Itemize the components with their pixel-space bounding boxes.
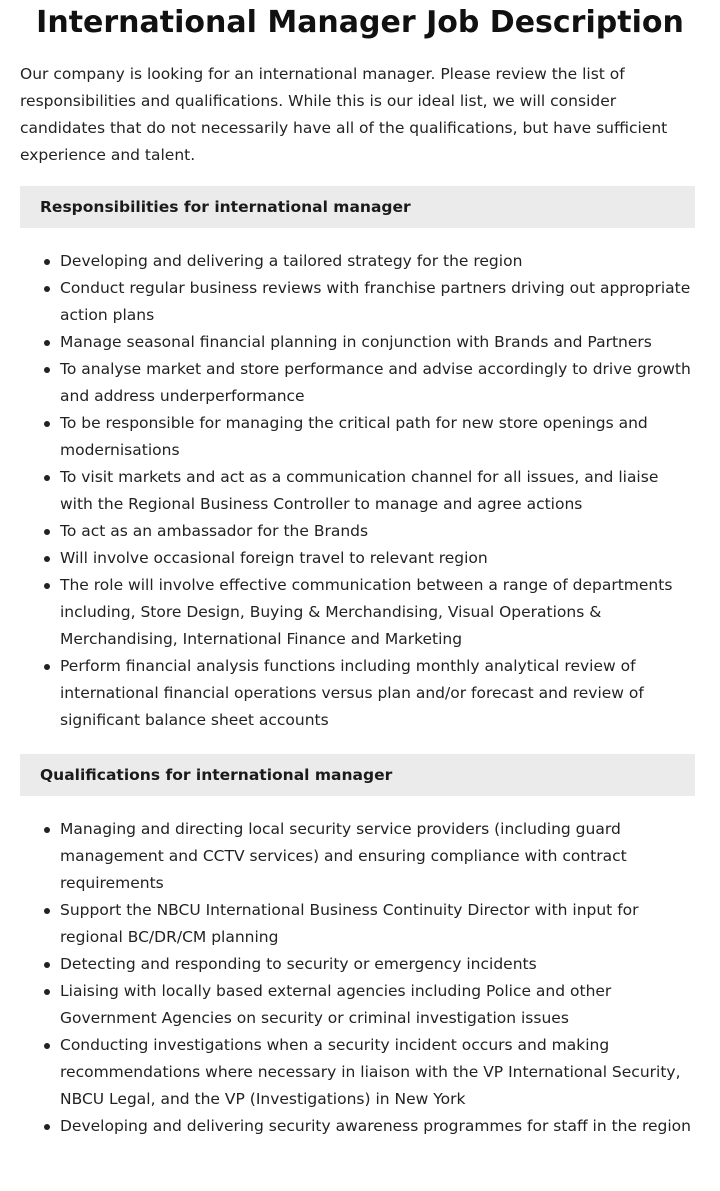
list-item: Conducting investigations when a security incident occurs and making recommendations where necessary in liaison with the VP International Security, NBCU Legal, and the VP (Investigations) in New York xyxy=(60,1032,692,1113)
responsibilities-header xyxy=(20,186,695,228)
qualifications-list xyxy=(0,816,720,1140)
intro-paragraph: Our company is looking for an international manager. Please review the list of responsibilities and qualifications. While this is our ideal list, we will consider candidates that do not necessarily have all of the qualifications, but have sufficient experience and talent. xyxy=(20,65,668,164)
qualifications-header xyxy=(20,754,695,796)
list-item: To act as an ambassador for the Brands xyxy=(60,518,692,545)
list-item: Manage seasonal financial planning in conjunction with Brands and Partners xyxy=(60,329,692,356)
list-item: The role will involve effective communication between a range of departments including, Store Design, Buying & Merchandising, Visual Operations & Merchandising, International Finance and Marketing xyxy=(60,572,692,653)
list-item: Conduct regular business reviews with franchise partners driving out appropriate action plans xyxy=(60,275,692,329)
list-item: Will involve occasional foreign travel to relevant region xyxy=(60,545,692,572)
responsibilities-list xyxy=(0,248,720,734)
list-item: To analyse market and store performance and advise accordingly to drive growth and address underperformance xyxy=(60,356,692,410)
qualifications-heading: Qualifications for international manager xyxy=(40,766,393,784)
list-item: To visit markets and act as a communication channel for all issues, and liaise with the Regional Business Controller to manage and agree actions xyxy=(60,464,692,518)
page-title: International Manager Job Description xyxy=(36,5,684,40)
list-item: Detecting and responding to security or emergency incidents xyxy=(60,951,692,978)
list-item: Developing and delivering a tailored strategy for the region xyxy=(60,248,692,275)
list-item: Liaising with locally based external agencies including Police and other Government Agencies on security or criminal investigation issues xyxy=(60,978,692,1032)
responsibilities-heading: Responsibilities for international manager xyxy=(40,198,411,216)
list-item: Support the NBCU International Business Continuity Director with input for regional BC/DR/CM planning xyxy=(60,897,692,951)
list-item: Developing and delivering security awareness programmes for staff in the region xyxy=(60,1113,692,1140)
list-item: Perform financial analysis functions including monthly analytical review of international financial operations versus plan and/or forecast and review of significant balance sheet accounts xyxy=(60,653,692,734)
list-item: To be responsible for managing the critical path for new store openings and modernisations xyxy=(60,410,692,464)
list-item: Managing and directing local security service providers (including guard management and CCTV services) and ensuring compliance with contract requirements xyxy=(60,816,692,897)
